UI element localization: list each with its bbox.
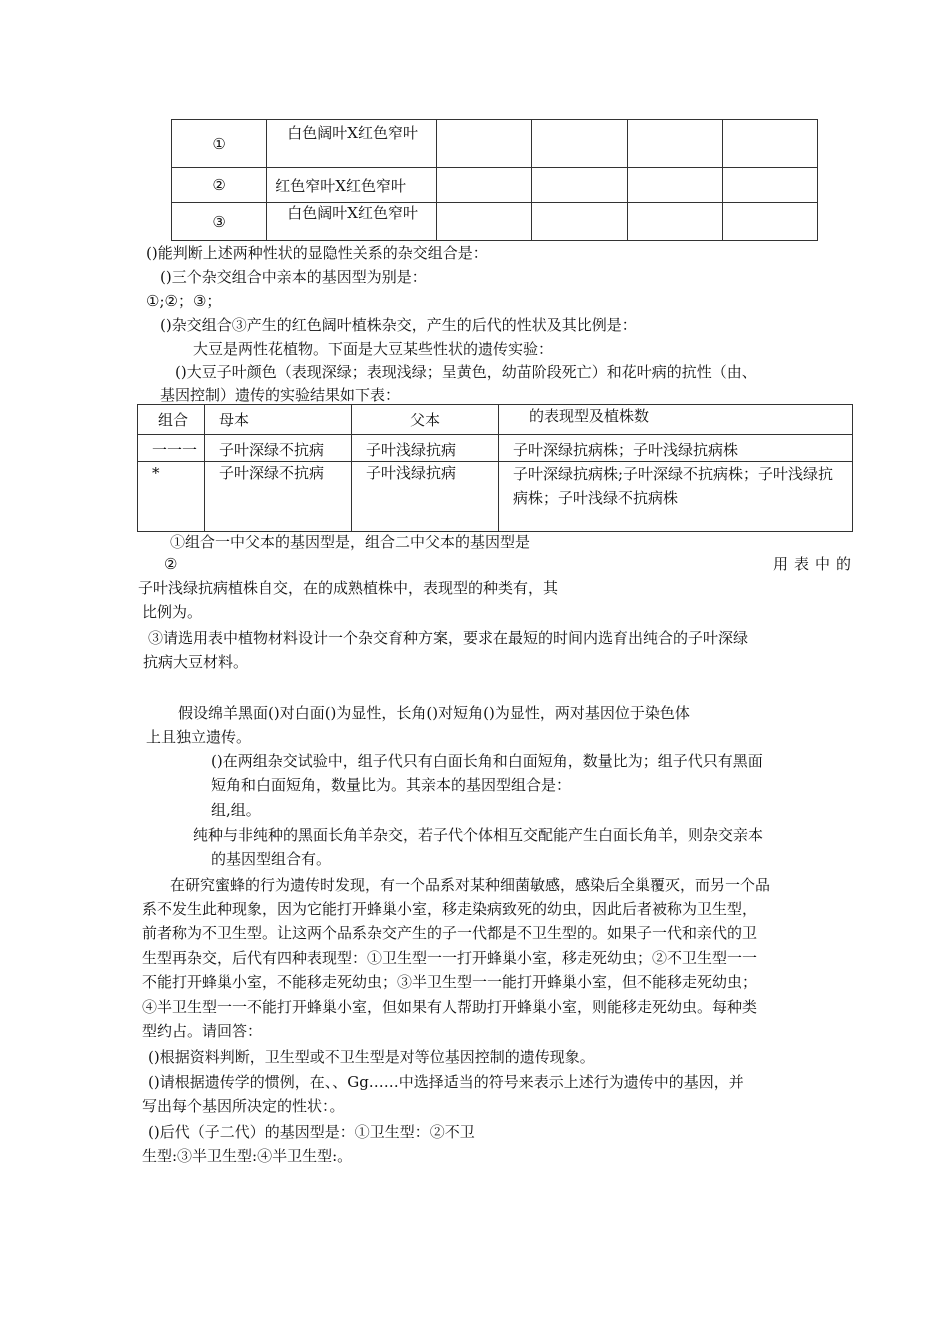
cross-number: ② bbox=[172, 168, 267, 203]
q3-intro-b: 上且独立遗传。 bbox=[146, 728, 252, 746]
q4-sub2b: 写出每个基因所决定的性状：。 bbox=[142, 1097, 345, 1115]
table-row bbox=[172, 168, 818, 203]
q2b-p1: ①组合一中父本的基因型是，组合二中父本的基因型是 bbox=[170, 533, 531, 551]
father-cell: 子叶浅绿抗病 bbox=[352, 435, 499, 462]
cross-cell: 红色窄叶X红色窄叶 bbox=[267, 168, 437, 203]
q4-line6: ④半卫生型一一不能打开蜂巢小室，但如果有人帮助打开蜂巢小室，则能移走死幼虫。每种类 bbox=[142, 998, 758, 1016]
q3-sub1c: 组,组。 bbox=[211, 801, 261, 819]
q4-line7: 型约占。请回答： bbox=[142, 1022, 263, 1040]
q2-sub1a: ()大豆子叶颜色（表现深绿；表现浅绿；呈黄色，幼苗阶段死亡）和花叶病的抗性（由、 bbox=[175, 363, 757, 381]
table-row bbox=[172, 203, 818, 241]
mother-cell: 子叶深绿不抗病 bbox=[205, 435, 352, 462]
mother-cell: 子叶深绿不抗病 bbox=[205, 462, 352, 532]
q4-line1: 在研究蜜蜂的行为遗传时发现，有一个品系对某种细菌敏感，感染后全巢覆灭，而另一个品 bbox=[170, 876, 771, 894]
group-cell: 一一一 bbox=[138, 435, 205, 462]
q3-intro-a: 假设绵羊黑面()对白面()为显性，长角()对短角()为显性，两对基因位于染色体 bbox=[178, 704, 690, 722]
q2b-p3a: ③请选用表中植物材料设计一个杂交育种方案，要求在最短的时间内选育出纯合的子叶深绿 bbox=[148, 629, 749, 647]
cross-number: ① bbox=[172, 120, 267, 168]
group-cell: * bbox=[138, 462, 205, 532]
q3-sub1b: 短角和白面短角，数量比为。其亲本的基因型组合是： bbox=[211, 776, 572, 794]
result-cell: 子叶深绿抗病株;子叶深绿不抗病株；子叶浅绿抗病株；子叶浅绿不抗病株 bbox=[499, 462, 853, 532]
q2-sub1b: 基因控制）遗传的实验结果如下表： bbox=[160, 386, 401, 404]
cross-number: ③ bbox=[172, 203, 267, 241]
q4-line3: 前者称为不卫生型。让这两个品系杂交产生的子一代都是不卫生型的。如果子一代和亲代的卫 bbox=[142, 924, 758, 942]
q4-sub3a: ()后代（子二代）的基因型是：①卫生型：②不卫 bbox=[148, 1123, 475, 1141]
table-header-row bbox=[138, 405, 853, 435]
q2b-p2-right: 用表中的 bbox=[773, 555, 858, 573]
header-father: 父本 bbox=[352, 405, 499, 435]
q2b-p3b: 抗病大豆材料。 bbox=[143, 653, 249, 671]
q4-line4: 生型再杂交，后代有四种表现型：①卫生型一一打开蜂巢小室，移走死幼虫；②不卫生型一一 bbox=[142, 949, 758, 967]
q2-intro: 大豆是两性花植物。下面是大豆某些性状的遗传实验： bbox=[193, 340, 554, 358]
q3-sub2a: 纯种与非纯种的黑面长角羊杂交，若子代个体相互交配能产生白面长角羊，则杂交亲本 bbox=[193, 826, 764, 844]
soybean-table bbox=[137, 404, 853, 532]
q2b-p2-line2: 子叶浅绿抗病植株自交，在的成熟植株中，表现型的种类有，其 bbox=[138, 579, 559, 597]
result-cell: 子叶深绿抗病株；子叶浅绿抗病株 bbox=[499, 435, 853, 462]
q3-sub1a: ()在两组杂交试验中，组子代只有白面长角和白面短角，数量比为；组子代只有黑面 bbox=[211, 752, 763, 770]
q2b-p2-num: ② bbox=[164, 555, 178, 573]
cross-table-1 bbox=[171, 119, 818, 241]
table-row bbox=[138, 462, 853, 532]
header-group: 组合 bbox=[138, 405, 205, 435]
q4-sub1: ()根据资料判断，卫生型或不卫生型是对等位基因控制的遗传现象。 bbox=[148, 1048, 595, 1066]
table-row bbox=[138, 435, 853, 462]
q1-line1: ()能判断上述两种性状的显隐性关系的杂交组合是： bbox=[146, 244, 488, 262]
q4-sub2a: ()请根据遗传学的惯例，在、、Gg……中选择适当的符号来表示上述行为遗传中的基因，并 bbox=[148, 1073, 744, 1091]
cross-cell: 白色阔叶X红色窄叶 bbox=[267, 120, 437, 168]
q1-line3: ①;②；③； bbox=[146, 292, 222, 310]
q1-line4: ()杂交组合③产生的红色阔叶植株杂交，产生的后代的性状及其比例是： bbox=[160, 316, 637, 334]
q2b-p2-line3: 比例为。 bbox=[142, 603, 203, 621]
q3-sub2b: 的基因型组合有。 bbox=[211, 850, 332, 868]
q4-line5: 不能打开蜂巢小室，不能移走死幼虫；③半卫生型一一能打开蜂巢小室，但不能移走死幼虫； bbox=[142, 973, 758, 991]
header-result: 的表现型及植株数 bbox=[499, 405, 853, 435]
q4-line2: 系不发生此种现象，因为它能打开蜂巢小室，移走染病致死的幼虫，因此后者被称为卫生型， bbox=[142, 900, 758, 918]
cross-cell: 白色阔叶X红色窄叶 bbox=[267, 203, 437, 241]
header-mother: 母本 bbox=[205, 405, 352, 435]
q1-line2: ()三个杂交组合中亲本的基因型为别是： bbox=[160, 268, 427, 286]
table-row bbox=[172, 120, 818, 168]
q4-sub3b: 生型:③半卫生型:④半卫生型:。 bbox=[142, 1147, 353, 1165]
father-cell: 子叶浅绿抗病 bbox=[352, 462, 499, 532]
